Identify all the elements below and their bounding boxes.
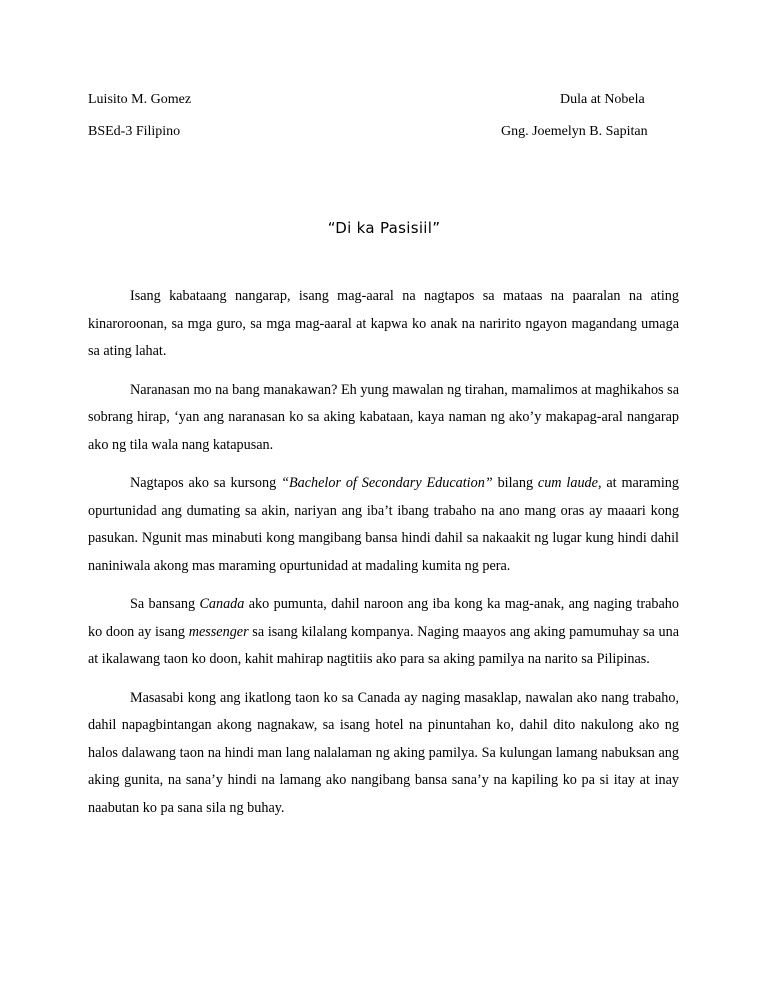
paragraph-1: Isang kabataang nangarap, isang mag-aaral na nagtapos sa mataas na paaralan na ating kinaroroonan, sa mga guro, sa mga mag-aaral at kapwa ko anak na naririto ngayon magandang umaga sa ating lahat. <box>88 288 679 359</box>
paragraph-5: Masasabi kong ang ikatlong taon ko sa Canada ay naging masaklap, nawalan ako nang trabaho, dahil napagbintangan akong nagnakaw, sa isang hotel na pinuntahan ko, dahil dito nakulong ako ng halos dalawang taon na hindi man lang nalalaman ng aking pamilya. Sa kulungan lamang nabuksan ang aking gunita, na sana’y hindi na lamang ako nangibang bansa sana’y na kapiling ko pa si itay at inay naabutan ko pa sana sila ng buhay. <box>88 689 679 816</box>
paragraph-3-text-e: , at maraming opurtunidad ang dumating sa akin, nariyan ang iba’t ibang trabaho na ano mang oras ay maaari kong pasukan. Ngunit mas minabuti kong mangibang bansa hindi dahil sa nakaakit ng lugar kung hindi dahil naniniwala akong mas maraming opurtunidad at madaling kumita ng pera. <box>88 475 679 574</box>
paragraph-4-text-a: Sa bansang <box>130 596 200 612</box>
paragraph-4 <box>88 591 679 674</box>
document-body <box>88 283 679 833</box>
course-title-italic: “Bachelor of Secondary Education” <box>281 475 493 491</box>
document-title: “Di ka Pasisiil” <box>327 219 441 237</box>
job-italic: messenger <box>188 623 249 640</box>
paragraph-4-text-e: sa isang kilalang kompanya. Naging maayos ang aking pamumuhay sa una at ikalawang taon ko doon, kahit mahirap nagtitiis ako para sa aking pamilya na narito sa Pilipinas. <box>88 623 679 667</box>
subject-name: Dula at Nobela <box>560 92 645 107</box>
teacher-name: Gng. Joemelyn B. Sapitan <box>501 124 648 139</box>
paragraph-3-text-a: Nagtapos ako sa kursong <box>130 475 282 491</box>
paragraph-3 <box>88 470 679 580</box>
honor-italic: cum laude <box>537 475 598 491</box>
country-italic: Canada <box>199 596 245 612</box>
author-name: Luisito M. Gomez <box>88 92 192 107</box>
paragraph-3-text-c: bilang <box>492 475 538 491</box>
paragraph-4-text-c: ako pumunta, dahil naroon ang iba kong ka mag-anak, ang naging trabaho ko doon ay isang <box>88 596 679 640</box>
paragraph-2: Naranasan mo na bang manakawan? Eh yung mawalan ng tirahan, mamalimos at maghikahos sa sobrang hirap, ‘yan ang naranasan ko sa aking kabataan, kaya naman ng ako’y makapag-aral nangarap ako ng tila wala nang katapusan. <box>88 381 679 453</box>
course-name: BSEd-3 Filipino <box>88 124 181 139</box>
